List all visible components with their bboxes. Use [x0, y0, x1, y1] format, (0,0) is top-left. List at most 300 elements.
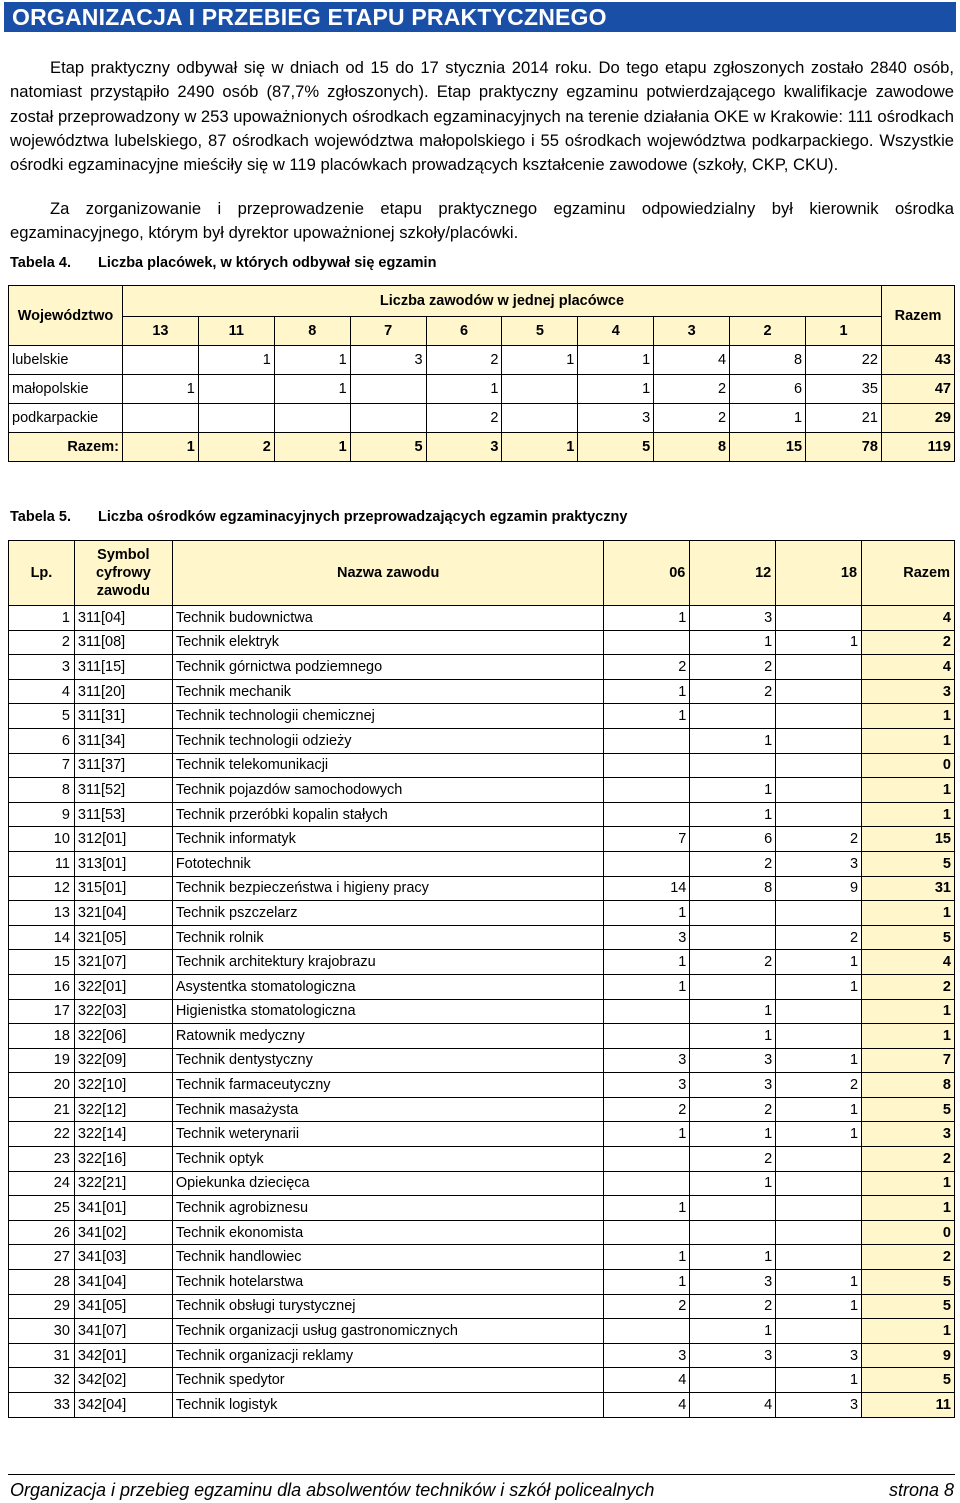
table5-count-06	[604, 999, 690, 1024]
table4-header-region: Województwo	[9, 286, 123, 346]
table5-name: Technik obsługi turystycznej	[172, 1294, 604, 1319]
table5-count-12: 1	[690, 630, 776, 655]
table5-symbol: 312[01]	[74, 827, 172, 852]
paragraph-1: Etap praktyczny odbywał się w dniach od 15 do 17 stycznia 2014 roku. Do tego etapu zgłoszonych zostało 2840 osób, natomiast przystąpiło 2490 osób (87,7% zgłoszonych). Etap praktyczny egzaminu potwierdzającego kwalifikacje zawodowe został przeprowadzony w 253 upoważnionych ośrodkach egzaminacyjnych na terenie działania OKE w Krakowie: 111 ośrodkach województwa lubelskiego, 87 ośrodkach województwa małopolskiego i 55 ośrodkach województwa podkarpackiego. Wszystkie ośrodki egzaminacyjne mieściły się w 119 placówkach prowadzących kształcenie zawodowe (szkoły, CKP, CKU).	[10, 58, 954, 175]
table-5	[8, 540, 955, 1418]
table5-total: 9	[862, 1343, 955, 1368]
table5-header-12: 12	[690, 541, 776, 606]
table4-label: Tabela 4.	[10, 255, 71, 271]
table5-count-12	[690, 753, 776, 778]
table5-symbol: 341[05]	[74, 1294, 172, 1319]
table5-count-18: 1	[776, 1368, 862, 1393]
table5-total: 5	[862, 1294, 955, 1319]
table4-cell: 4	[654, 346, 730, 375]
table5-count-12	[690, 901, 776, 926]
table5-symbol: 341[07]	[74, 1319, 172, 1344]
table5-symbol: 322[16]	[74, 1147, 172, 1172]
table5-total: 1	[862, 1196, 955, 1221]
table5-total: 8	[862, 1073, 955, 1098]
table5-count-06: 2	[604, 1097, 690, 1122]
table4-count-header: 11	[198, 317, 274, 346]
table5-symbol: 322[14]	[74, 1122, 172, 1147]
table5-total: 31	[862, 876, 955, 901]
table5-count-12: 3	[690, 1048, 776, 1073]
table5-count-06	[604, 851, 690, 876]
table5-count-18: 3	[776, 1393, 862, 1418]
table5-name: Technik dentystyczny	[172, 1048, 604, 1073]
table5-count-12	[690, 1368, 776, 1393]
table5-count-18	[776, 753, 862, 778]
table5-lp: 4	[9, 679, 75, 704]
table5-count-06: 1	[604, 704, 690, 729]
table5-total: 4	[862, 655, 955, 680]
table5-count-18: 1	[776, 974, 862, 999]
table5-row	[9, 1294, 955, 1319]
table5-count-12: 2	[690, 679, 776, 704]
table5-count-06	[604, 1171, 690, 1196]
table5-name: Technik weterynarii	[172, 1122, 604, 1147]
table5-count-12: 2	[690, 1097, 776, 1122]
table5-lp: 32	[9, 1368, 75, 1393]
table5-lp: 10	[9, 827, 75, 852]
paragraph-2: Za zorganizowanie i przeprowadzenie etapu praktycznego egzaminu odpowiedzialny był kierownik ośrodka egzaminacyjnego, którym był dyrektor upoważnionej szkoły/placówki.	[10, 199, 954, 243]
table4-region-name: lubelskie	[9, 346, 123, 375]
table5-name: Technik farmaceutyczny	[172, 1073, 604, 1098]
table5-count-06: 1	[604, 1245, 690, 1270]
table5-total: 5	[862, 925, 955, 950]
table5-total: 2	[862, 974, 955, 999]
table5-count-18	[776, 606, 862, 631]
table4-cell	[198, 375, 274, 404]
section-title-bar	[4, 2, 956, 32]
table5-total: 5	[862, 1368, 955, 1393]
table5-count-18	[776, 728, 862, 753]
table5-total: 4	[862, 950, 955, 975]
table5-count-18: 1	[776, 1048, 862, 1073]
table5-symbol: 321[05]	[74, 925, 172, 950]
table4-region-name: podkarpackie	[9, 404, 123, 433]
table4-cell: 35	[806, 375, 882, 404]
table4-row	[9, 346, 955, 375]
table5-row	[9, 655, 955, 680]
table5-total: 1	[862, 802, 955, 827]
table5-name: Technik organizacji reklamy	[172, 1343, 604, 1368]
table5-name: Technik agrobiznesu	[172, 1196, 604, 1221]
footer-title: Organizacja i przebieg egzaminu dla absolwentów techników i szkół policealnych	[10, 1480, 655, 1500]
table5-count-06: 2	[604, 1294, 690, 1319]
table5-symbol: 311[37]	[74, 753, 172, 778]
table5-total: 4	[862, 606, 955, 631]
table4-cell: 2	[654, 404, 730, 433]
table5-count-06: 4	[604, 1393, 690, 1418]
table5-lp: 6	[9, 728, 75, 753]
table5-symbol: 341[02]	[74, 1220, 172, 1245]
table5-count-06: 4	[604, 1368, 690, 1393]
table5-header-18: 18	[776, 541, 862, 606]
table5-name: Technik rolnik	[172, 925, 604, 950]
table5-row	[9, 679, 955, 704]
table5-symbol: 341[04]	[74, 1270, 172, 1295]
table5-row	[9, 1319, 955, 1344]
table5-count-12: 3	[690, 1270, 776, 1295]
table4-cell: 1	[578, 375, 654, 404]
table5-count-12: 1	[690, 1319, 776, 1344]
table4-cell: 3	[350, 346, 426, 375]
table4-cell: 21	[806, 404, 882, 433]
table5-count-06: 3	[604, 1343, 690, 1368]
table5-symbol: 311[08]	[74, 630, 172, 655]
table4-cell: 5	[578, 433, 654, 462]
table4-count-header: 13	[122, 317, 198, 346]
table5-count-06	[604, 1024, 690, 1049]
table5-lp: 31	[9, 1343, 75, 1368]
table5-count-18: 1	[776, 950, 862, 975]
table4-row-total: 47	[881, 375, 954, 404]
table5-count-18	[776, 1147, 862, 1172]
table5-total: 15	[862, 827, 955, 852]
table5-symbol: 342[04]	[74, 1393, 172, 1418]
table5-count-06: 1	[604, 974, 690, 999]
table5-symbol: 311[52]	[74, 778, 172, 803]
table5-count-12: 1	[690, 802, 776, 827]
table5-row	[9, 1147, 955, 1172]
table5-lp: 30	[9, 1319, 75, 1344]
table5-name: Technik informatyk	[172, 827, 604, 852]
table5-total: 1	[862, 1319, 955, 1344]
table5-name: Technik technologii odzieży	[172, 728, 604, 753]
table5-row	[9, 753, 955, 778]
table5-lp: 5	[9, 704, 75, 729]
table5-count-18: 1	[776, 1270, 862, 1295]
table5-name: Technik budownictwa	[172, 606, 604, 631]
table5-count-06: 1	[604, 950, 690, 975]
table5-lp: 7	[9, 753, 75, 778]
table5-lp: 15	[9, 950, 75, 975]
table5-row	[9, 1048, 955, 1073]
table5-row	[9, 925, 955, 950]
table5-total: 1	[862, 999, 955, 1024]
table4-header-group: Liczba zawodów w jednej placówce	[122, 286, 881, 317]
table5-lp: 20	[9, 1073, 75, 1098]
table5-name: Technik górnictwa podziemnego	[172, 655, 604, 680]
table5-row	[9, 876, 955, 901]
table4-header-total: Razem	[881, 286, 954, 346]
table4-cell: 1	[578, 346, 654, 375]
table4-cell: 6	[730, 375, 806, 404]
table5-name: Technik spedytor	[172, 1368, 604, 1393]
table4-cell: 1	[274, 375, 350, 404]
table5-count-06: 1	[604, 1270, 690, 1295]
table5-count-12: 3	[690, 1343, 776, 1368]
table4-cell: 8	[654, 433, 730, 462]
table5-count-06: 3	[604, 1073, 690, 1098]
table4-cell: 1	[274, 433, 350, 462]
table5-lp: 23	[9, 1147, 75, 1172]
table5-lp: 14	[9, 925, 75, 950]
table5-name: Fototechnik	[172, 851, 604, 876]
table5-lp: 33	[9, 1393, 75, 1418]
table5-header-name: Nazwa zawodu	[172, 541, 604, 606]
table5-row	[9, 802, 955, 827]
table5-total: 2	[862, 1245, 955, 1270]
table5-count-06: 1	[604, 1196, 690, 1221]
footer-page-number: strona 8	[888, 1480, 954, 1500]
table4-cell: 1	[502, 433, 578, 462]
table5-name: Technik optyk	[172, 1147, 604, 1172]
table5-count-06	[604, 1147, 690, 1172]
table5-count-12: 1	[690, 1245, 776, 1270]
table5-count-18	[776, 1171, 862, 1196]
table5-row	[9, 1024, 955, 1049]
table5-lp: 16	[9, 974, 75, 999]
table4-title: Liczba placówek, w których odbywał się egzamin	[98, 255, 437, 271]
table4-cell	[198, 404, 274, 433]
table5-lp: 9	[9, 802, 75, 827]
table5-name: Technik przeróbki kopalin stałych	[172, 802, 604, 827]
table5-header-lp: Lp.	[9, 541, 75, 606]
table4-cell: 1	[198, 346, 274, 375]
table5-count-12	[690, 974, 776, 999]
table4-caption	[10, 255, 436, 271]
table4-cell: 1	[502, 346, 578, 375]
table5-count-18: 1	[776, 1122, 862, 1147]
table5-count-06	[604, 1220, 690, 1245]
table5-count-12	[690, 1196, 776, 1221]
table5-count-12: 3	[690, 606, 776, 631]
table5-count-06: 1	[604, 606, 690, 631]
table5-row	[9, 1368, 955, 1393]
table5-row	[9, 851, 955, 876]
table4-count-header: 2	[730, 317, 806, 346]
table5-count-18: 9	[776, 876, 862, 901]
table5-row	[9, 1245, 955, 1270]
table5-symbol: 322[12]	[74, 1097, 172, 1122]
table5-lp: 22	[9, 1122, 75, 1147]
table5-count-18	[776, 802, 862, 827]
table4-cell: 15	[730, 433, 806, 462]
table5-count-12: 1	[690, 999, 776, 1024]
table4-count-header: 8	[274, 317, 350, 346]
table4-cell	[502, 375, 578, 404]
table5-count-18	[776, 655, 862, 680]
table5-count-12: 2	[690, 950, 776, 975]
table5-count-12: 1	[690, 728, 776, 753]
table5-name: Technik ekonomista	[172, 1220, 604, 1245]
table4-cell: 5	[350, 433, 426, 462]
table4-row-total: 29	[881, 404, 954, 433]
table5-count-12: 2	[690, 655, 776, 680]
table5-row	[9, 1343, 955, 1368]
table5-count-12: 1	[690, 778, 776, 803]
table5-lp: 27	[9, 1245, 75, 1270]
table4-cell: 1	[730, 404, 806, 433]
table5-name: Technik bezpieczeństwa i higieny pracy	[172, 876, 604, 901]
table5-name: Technik pszczelarz	[172, 901, 604, 926]
table4-count-header: 3	[654, 317, 730, 346]
table5-total: 1	[862, 901, 955, 926]
table5-lp: 3	[9, 655, 75, 680]
table5-name: Technik elektryk	[172, 630, 604, 655]
table5-name: Technik mechanik	[172, 679, 604, 704]
table5-count-06	[604, 753, 690, 778]
table5-count-18	[776, 679, 862, 704]
table5-count-06	[604, 802, 690, 827]
table5-row	[9, 999, 955, 1024]
table5-label: Tabela 5.	[10, 509, 71, 525]
table5-count-06: 14	[604, 876, 690, 901]
table4-cell: 2	[426, 404, 502, 433]
table4-cell: 1	[122, 433, 198, 462]
table4-cell: 2	[198, 433, 274, 462]
table5-symbol: 311[53]	[74, 802, 172, 827]
table5-total: 5	[862, 1097, 955, 1122]
table5-row	[9, 901, 955, 926]
table-4	[8, 285, 955, 462]
table5-name: Technik architektury krajobrazu	[172, 950, 604, 975]
table5-count-18	[776, 1245, 862, 1270]
table5-count-18: 3	[776, 851, 862, 876]
table5-lp: 19	[9, 1048, 75, 1073]
table5-count-06	[604, 1319, 690, 1344]
table4-cell	[122, 346, 198, 375]
table5-row	[9, 630, 955, 655]
table5-total: 0	[862, 1220, 955, 1245]
table5-symbol: 322[09]	[74, 1048, 172, 1073]
table5-count-18	[776, 1196, 862, 1221]
table4-cell: 1	[274, 346, 350, 375]
table5-count-18	[776, 1319, 862, 1344]
table4-row	[9, 375, 955, 404]
table5-lp: 18	[9, 1024, 75, 1049]
table5-lp: 29	[9, 1294, 75, 1319]
table5-count-18: 3	[776, 1343, 862, 1368]
table5-count-12	[690, 704, 776, 729]
section-title: ORGANIZACJA I PRZEBIEG ETAPU PRAKTYCZNEGO	[12, 4, 607, 30]
table5-count-06: 3	[604, 1048, 690, 1073]
table5-lp: 2	[9, 630, 75, 655]
table5-count-06: 1	[604, 901, 690, 926]
table5-count-12: 4	[690, 1393, 776, 1418]
table5-count-18: 1	[776, 630, 862, 655]
table4-row-total: 119	[881, 433, 954, 462]
table5-row	[9, 1196, 955, 1221]
table4-cell	[350, 375, 426, 404]
table5-lp: 1	[9, 606, 75, 631]
table4-sum-row	[9, 433, 955, 462]
table5-count-12: 2	[690, 1147, 776, 1172]
table5-name: Technik masażysta	[172, 1097, 604, 1122]
table5-count-06	[604, 778, 690, 803]
table5-count-18: 1	[776, 1294, 862, 1319]
table5-row	[9, 1122, 955, 1147]
table5-count-18: 2	[776, 827, 862, 852]
table5-total: 2	[862, 1147, 955, 1172]
table4-cell: 78	[806, 433, 882, 462]
table5-total: 1	[862, 1024, 955, 1049]
table4-count-header: 7	[350, 317, 426, 346]
table5-lp: 17	[9, 999, 75, 1024]
table4-count-header: 1	[806, 317, 882, 346]
table5-row	[9, 606, 955, 631]
table5-total: 0	[862, 753, 955, 778]
table4-cell: 8	[730, 346, 806, 375]
table5-symbol: 321[07]	[74, 950, 172, 975]
table5-count-06: 2	[604, 655, 690, 680]
table5-count-12: 1	[690, 1024, 776, 1049]
table5-lp: 21	[9, 1097, 75, 1122]
table5-total: 5	[862, 851, 955, 876]
table5-header-06: 06	[604, 541, 690, 606]
table5-total: 7	[862, 1048, 955, 1073]
table5-caption	[10, 509, 627, 525]
table5-symbol: 322[21]	[74, 1171, 172, 1196]
table5-count-06	[604, 728, 690, 753]
table5-symbol: 341[03]	[74, 1245, 172, 1270]
table5-count-06: 1	[604, 679, 690, 704]
table5-symbol: 342[02]	[74, 1368, 172, 1393]
table5-count-18	[776, 704, 862, 729]
table5-lp: 12	[9, 876, 75, 901]
table5-total: 1	[862, 778, 955, 803]
table5-count-18	[776, 1024, 862, 1049]
table5-row	[9, 1220, 955, 1245]
table4-row-total: 43	[881, 346, 954, 375]
table5-count-06: 3	[604, 925, 690, 950]
table5-name: Technik logistyk	[172, 1393, 604, 1418]
table5-name: Technik technologii chemicznej	[172, 704, 604, 729]
table5-count-12	[690, 1220, 776, 1245]
table5-count-12: 8	[690, 876, 776, 901]
table4-count-header: 6	[426, 317, 502, 346]
table4-cell	[122, 404, 198, 433]
table5-total: 1	[862, 728, 955, 753]
table5-header-symbol: Symbol cyfrowy zawodu	[74, 541, 172, 606]
table5-count-12: 1	[690, 1171, 776, 1196]
table5-lp: 25	[9, 1196, 75, 1221]
table5-row	[9, 1393, 955, 1418]
table4-row	[9, 404, 955, 433]
table5-row	[9, 704, 955, 729]
table5-name: Opiekunka dziecięca	[172, 1171, 604, 1196]
table4-region-name: małopolskie	[9, 375, 123, 404]
table5-name: Technik pojazdów samochodowych	[172, 778, 604, 803]
table5-row	[9, 1270, 955, 1295]
table4-region-name: Razem:	[9, 433, 123, 462]
table5-total: 5	[862, 1270, 955, 1295]
table5-symbol: 311[34]	[74, 728, 172, 753]
table5-symbol: 322[10]	[74, 1073, 172, 1098]
table5-lp: 8	[9, 778, 75, 803]
table5-row	[9, 1171, 955, 1196]
table5-symbol: 322[03]	[74, 999, 172, 1024]
table5-count-18	[776, 901, 862, 926]
table5-count-18: 2	[776, 925, 862, 950]
table5-symbol: 342[01]	[74, 1343, 172, 1368]
table5-row	[9, 974, 955, 999]
table5-total: 1	[862, 704, 955, 729]
table4-count-header: 5	[502, 317, 578, 346]
table5-count-18: 2	[776, 1073, 862, 1098]
table4-count-header: 4	[578, 317, 654, 346]
table5-header-total: Razem	[862, 541, 955, 606]
table5-count-06: 1	[604, 1122, 690, 1147]
table5-row	[9, 778, 955, 803]
table5-count-18: 1	[776, 1097, 862, 1122]
table5-lp: 11	[9, 851, 75, 876]
table5-count-18	[776, 1220, 862, 1245]
table5-count-12: 6	[690, 827, 776, 852]
table5-count-06: 7	[604, 827, 690, 852]
